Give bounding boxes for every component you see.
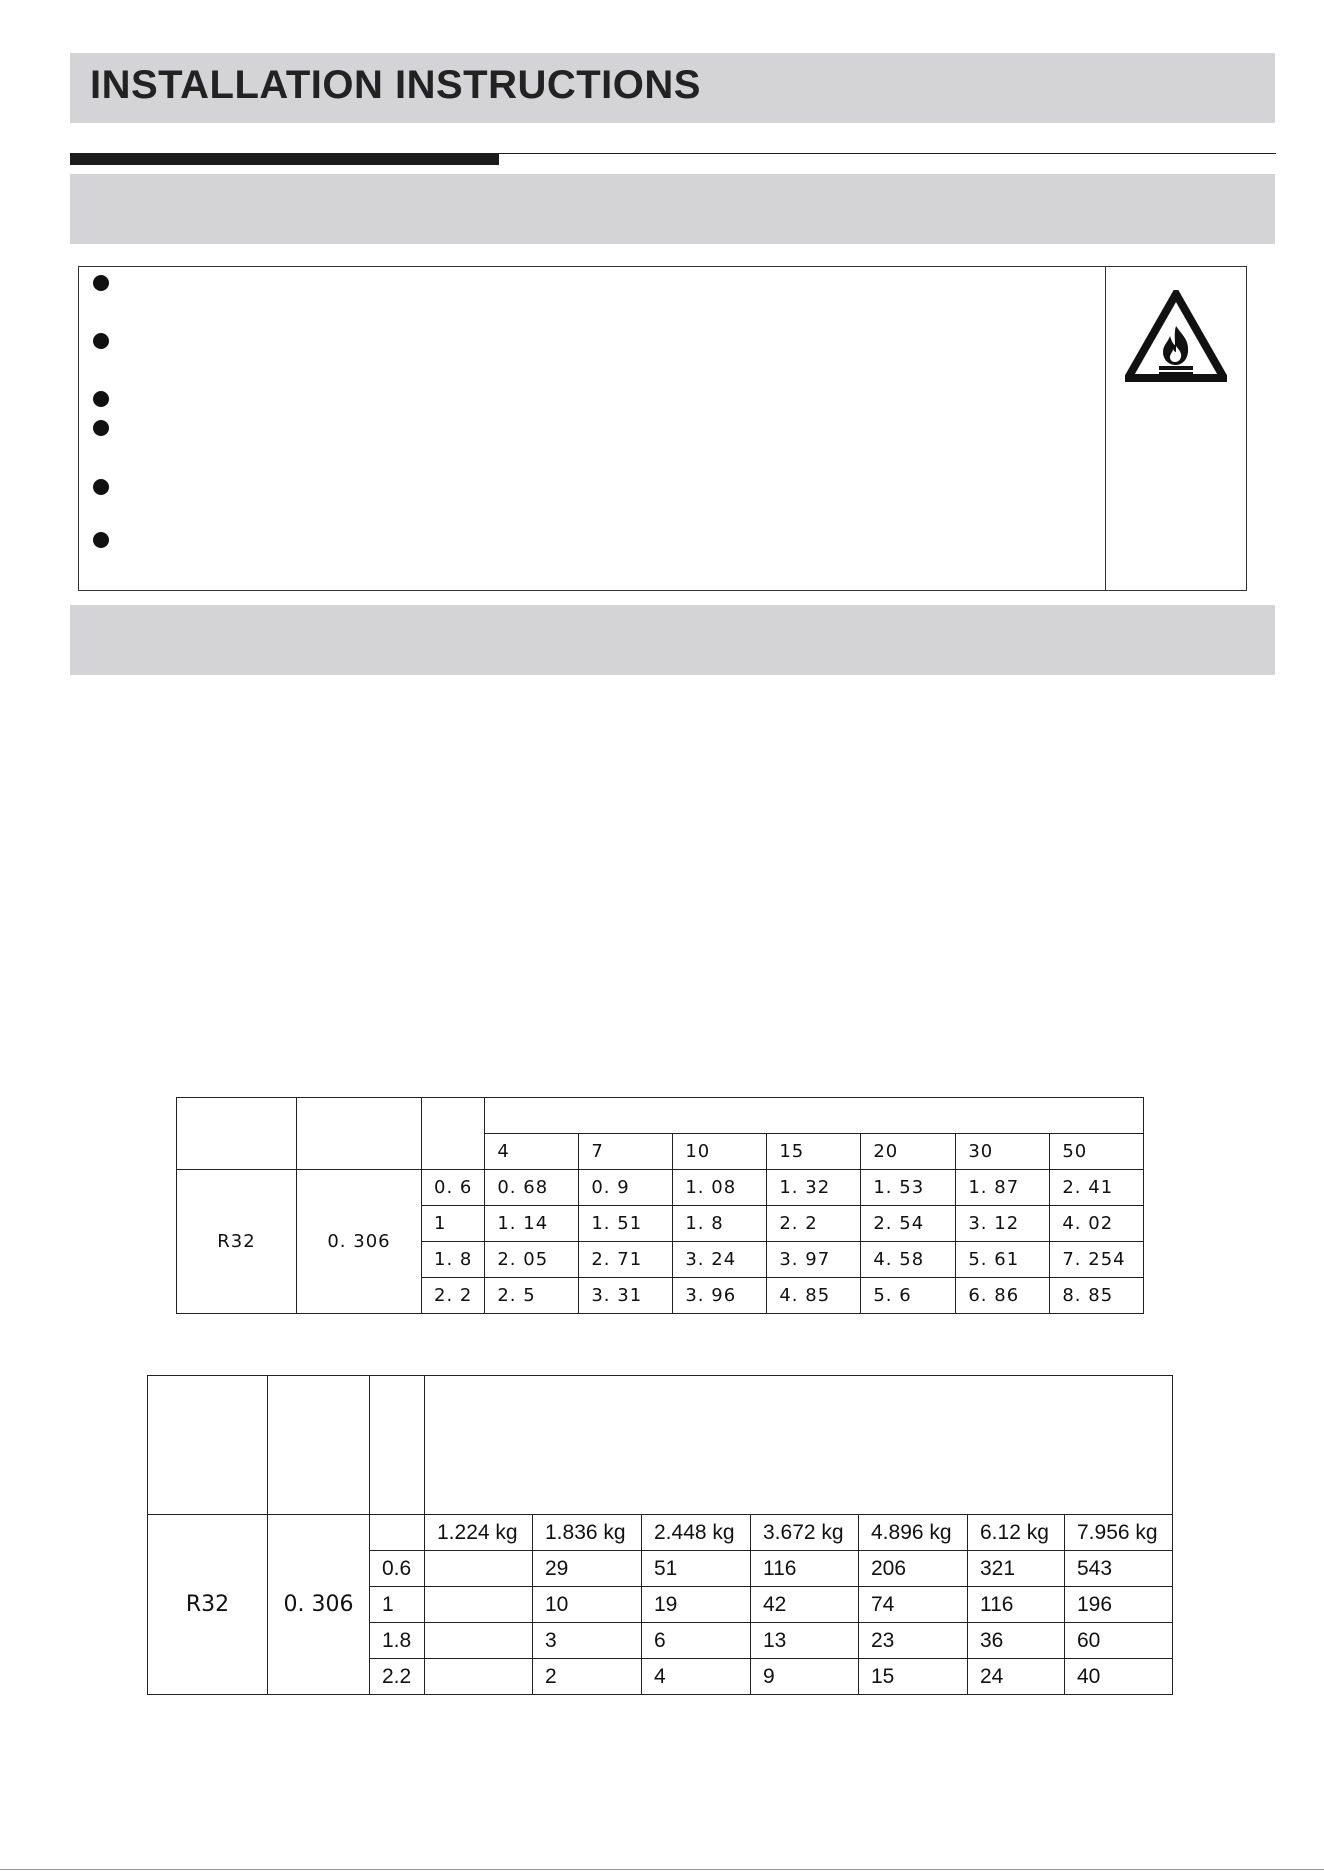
row-header: 2. 2: [422, 1278, 485, 1314]
column-header: 50: [1050, 1134, 1144, 1170]
column-header: 4: [485, 1134, 579, 1170]
table-cell: 42: [751, 1587, 859, 1623]
table-cell: 29: [533, 1551, 642, 1587]
column-header: 7.956 kg: [1065, 1515, 1173, 1551]
column-header: 10: [673, 1134, 767, 1170]
bullet-icon: [93, 333, 109, 349]
table-cell: 19: [642, 1587, 751, 1623]
column-header: 1.224 kg: [425, 1515, 533, 1551]
table-cell: 15: [859, 1659, 968, 1695]
warning-box: [78, 266, 1247, 591]
table-cell: 5. 61: [956, 1242, 1050, 1278]
table-cell: 9: [751, 1659, 859, 1695]
table-cell: 3. 12: [956, 1206, 1050, 1242]
table-cell: 206: [859, 1551, 968, 1587]
table-cell: 1. 51: [579, 1206, 673, 1242]
table-cell: 40: [1065, 1659, 1173, 1695]
table-cell: 2. 54: [861, 1206, 956, 1242]
table-cell: 4. 85: [767, 1278, 861, 1314]
table-header-cell: [148, 1376, 268, 1515]
table-header-cell: [422, 1098, 485, 1170]
table-header-cell: [425, 1376, 1173, 1515]
table-cell: 1. 8: [673, 1206, 767, 1242]
flammable-warning-icon: [1125, 290, 1227, 385]
section-heading-band: [70, 605, 1275, 675]
table-cell: 4. 02: [1050, 1206, 1144, 1242]
table-cell: 2. 2: [767, 1206, 861, 1242]
value-cell: 0. 306: [268, 1515, 370, 1695]
table-cell: [425, 1623, 533, 1659]
table-cell: 4. 58: [861, 1242, 956, 1278]
table-cell: 74: [859, 1587, 968, 1623]
table-cell: 24: [968, 1659, 1065, 1695]
row-header: 0. 6: [422, 1170, 485, 1206]
table-cell: 196: [1065, 1587, 1173, 1623]
table-cell: 36: [968, 1623, 1065, 1659]
refrigerant-cell: R32: [148, 1515, 268, 1695]
row-header: 1. 8: [422, 1242, 485, 1278]
table-cell: [425, 1659, 533, 1695]
table-row: [177, 1170, 1144, 1206]
table-cell: 116: [751, 1551, 859, 1587]
table-cell: 60: [1065, 1623, 1173, 1659]
bullet-icon: [93, 275, 109, 291]
table-cell: 1. 08: [673, 1170, 767, 1206]
table-header-cell: [177, 1098, 297, 1170]
table-cell: 6: [642, 1623, 751, 1659]
table-cell: [425, 1551, 533, 1587]
table-cell: 1. 53: [861, 1170, 956, 1206]
table-cell: 3. 96: [673, 1278, 767, 1314]
table-cell: 2. 5: [485, 1278, 579, 1314]
table-cell: 2: [533, 1659, 642, 1695]
column-header: 15: [767, 1134, 861, 1170]
column-header: 3.672 kg: [751, 1515, 859, 1551]
page-bottom-rule: [0, 1869, 1324, 1870]
table-cell: 2. 71: [579, 1242, 673, 1278]
column-header: 20: [861, 1134, 956, 1170]
table-cell: 0. 9: [579, 1170, 673, 1206]
row-header: 0.6: [370, 1551, 425, 1587]
table-cell: 321: [968, 1551, 1065, 1587]
refrigerant-cell: R32: [177, 1170, 297, 1314]
table-cell: 7. 254: [1050, 1242, 1144, 1278]
section-rule-thick: [70, 153, 499, 165]
table-cell: 8. 85: [1050, 1278, 1144, 1314]
table-cell: 1. 32: [767, 1170, 861, 1206]
section-rule-thin: [499, 153, 1276, 154]
table-header-cell: [268, 1376, 370, 1515]
column-header: 2.448 kg: [642, 1515, 751, 1551]
bullet-icon: [93, 391, 109, 407]
table-cell: 1. 14: [485, 1206, 579, 1242]
bullet-icon: [93, 420, 109, 436]
row-header: 1: [422, 1206, 485, 1242]
minimum-room-area-table: [147, 1375, 1173, 1695]
table-cell: [425, 1587, 533, 1623]
table-header-cell: [485, 1098, 1144, 1134]
table-cell: 3: [533, 1623, 642, 1659]
table-cell: 0. 68: [485, 1170, 579, 1206]
table-header-cell: [297, 1098, 422, 1170]
table-cell: 3. 31: [579, 1278, 673, 1314]
table-cell: 543: [1065, 1551, 1173, 1587]
table-cell: 23: [859, 1623, 968, 1659]
table-cell: 10: [533, 1587, 642, 1623]
table-header-cell: [370, 1515, 425, 1551]
row-header: 1: [370, 1587, 425, 1623]
title-band: [70, 53, 1275, 123]
bullet-icon: [93, 532, 109, 548]
bullet-icon: [93, 479, 109, 495]
table-cell: 2. 05: [485, 1242, 579, 1278]
table-cell: 13: [751, 1623, 859, 1659]
table-cell: 3. 24: [673, 1242, 767, 1278]
table-cell: 51: [642, 1551, 751, 1587]
value-cell: 0. 306: [297, 1170, 422, 1314]
table-cell: 4: [642, 1659, 751, 1695]
table-cell: 116: [968, 1587, 1065, 1623]
warning-box-divider: [1105, 266, 1106, 591]
column-header: 30: [956, 1134, 1050, 1170]
refrigerant-charge-table: [176, 1097, 1144, 1314]
row-header: 1.8: [370, 1623, 425, 1659]
column-header: 1.836 kg: [533, 1515, 642, 1551]
page-title: INSTALLATION INSTRUCTIONS: [90, 63, 701, 107]
table-cell: 1. 87: [956, 1170, 1050, 1206]
column-header: 6.12 kg: [968, 1515, 1065, 1551]
table-cell: 6. 86: [956, 1278, 1050, 1314]
column-header: 7: [579, 1134, 673, 1170]
table-cell: 2. 41: [1050, 1170, 1144, 1206]
table-header-cell: [370, 1376, 425, 1515]
row-header: 2.2: [370, 1659, 425, 1695]
table-cell: 5. 6: [861, 1278, 956, 1314]
table-cell: 3. 97: [767, 1242, 861, 1278]
column-header: 4.896 kg: [859, 1515, 968, 1551]
section-heading-band: [70, 174, 1275, 244]
